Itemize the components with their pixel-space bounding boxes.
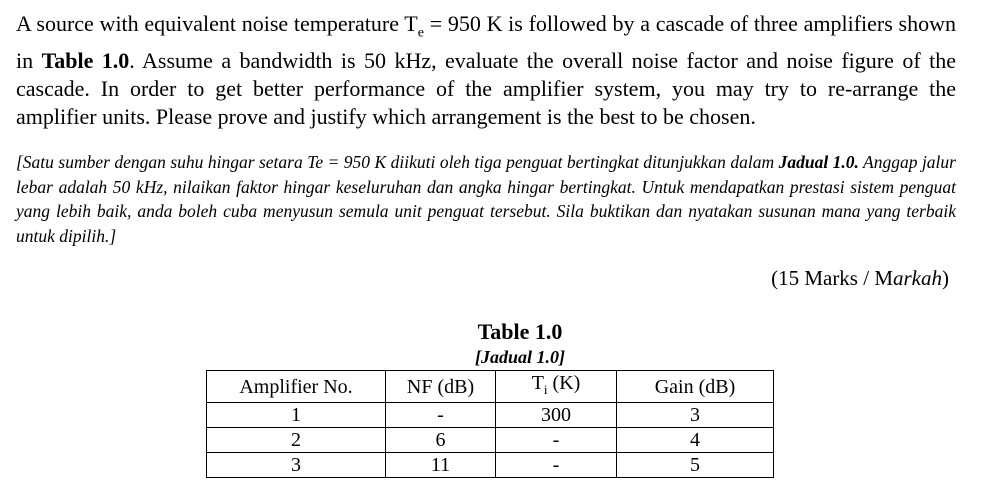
question-malay xyxy=(16,150,956,248)
question-english xyxy=(16,10,956,131)
cell-temperature: 300 xyxy=(496,403,617,428)
header-amplifier-no: Amplifier No. xyxy=(207,371,386,403)
cell-amplifier-no: 3 xyxy=(207,453,386,478)
header-gain: Gain (dB) xyxy=(617,371,774,403)
cell-nf: 6 xyxy=(386,428,496,453)
cell-temperature: - xyxy=(496,453,617,478)
marks-text-italic: arkah xyxy=(893,266,942,290)
question-text-part: . Assume a bandwidth is 50 kHz, evaluate the overall noise factor and noise figure of the cascade. In order to get better performance of the amplifier system, you may try to re-arrange the amplifier units. Please prove and justify which arrangement is the best to be chosen. xyxy=(16,48,956,130)
marks-text: (15 Marks / M xyxy=(771,266,893,290)
table-reference-malay: Jadual 1.0. xyxy=(778,152,859,172)
subscript-e: e xyxy=(417,25,424,41)
question-text-part: = 950 K is followed by a cascade of three amplifiers shown in xyxy=(16,11,956,74)
table-row xyxy=(207,428,774,453)
cell-gain: 5 xyxy=(617,453,774,478)
cell-nf: - xyxy=(386,403,496,428)
marks-text-end: ) xyxy=(942,266,949,290)
table-caption-malay: [Jadual 1.0] xyxy=(475,347,565,367)
question-text-part: Anggap jalur lebar adalah 50 kHz, nilaikan faktor hingar keseluruhan dan angka hingar bertingkat. Untuk mendapatkan prestasi sistem penguat yang lebih baik, anda boleh cuba menyusun semula unit penguat tersebut. Sila buktikan dan nyatakan susunan mana yang terbaik untuk dipilih.] xyxy=(16,152,956,246)
question-text-part: [Satu sumber dengan suhu hingar setara Te = 950 K diikuti oleh tiga penguat bertingkat ditunjukkan dalam xyxy=(16,152,779,172)
header-nf: NF (dB) xyxy=(386,371,496,403)
header-temperature: $T_i$ (K) xyxy=(496,371,617,403)
cell-nf: 11 xyxy=(386,453,496,478)
cell-gain: 4 xyxy=(617,428,774,453)
amplifier-table xyxy=(206,370,774,478)
cell-amplifier-no: 2 xyxy=(207,428,386,453)
table-row xyxy=(207,403,774,428)
table-caption: Table 1.0 xyxy=(477,319,563,344)
cell-gain: 3 xyxy=(617,403,774,428)
marks-label xyxy=(771,266,949,291)
table-row xyxy=(207,453,774,478)
cell-temperature: - xyxy=(496,428,617,453)
cell-amplifier-no: 1 xyxy=(207,403,386,428)
table-header-row xyxy=(207,371,774,403)
table-reference: Table 1.0 xyxy=(41,48,130,74)
question-text-part: A source with equivalent noise temperature T xyxy=(16,11,418,36)
